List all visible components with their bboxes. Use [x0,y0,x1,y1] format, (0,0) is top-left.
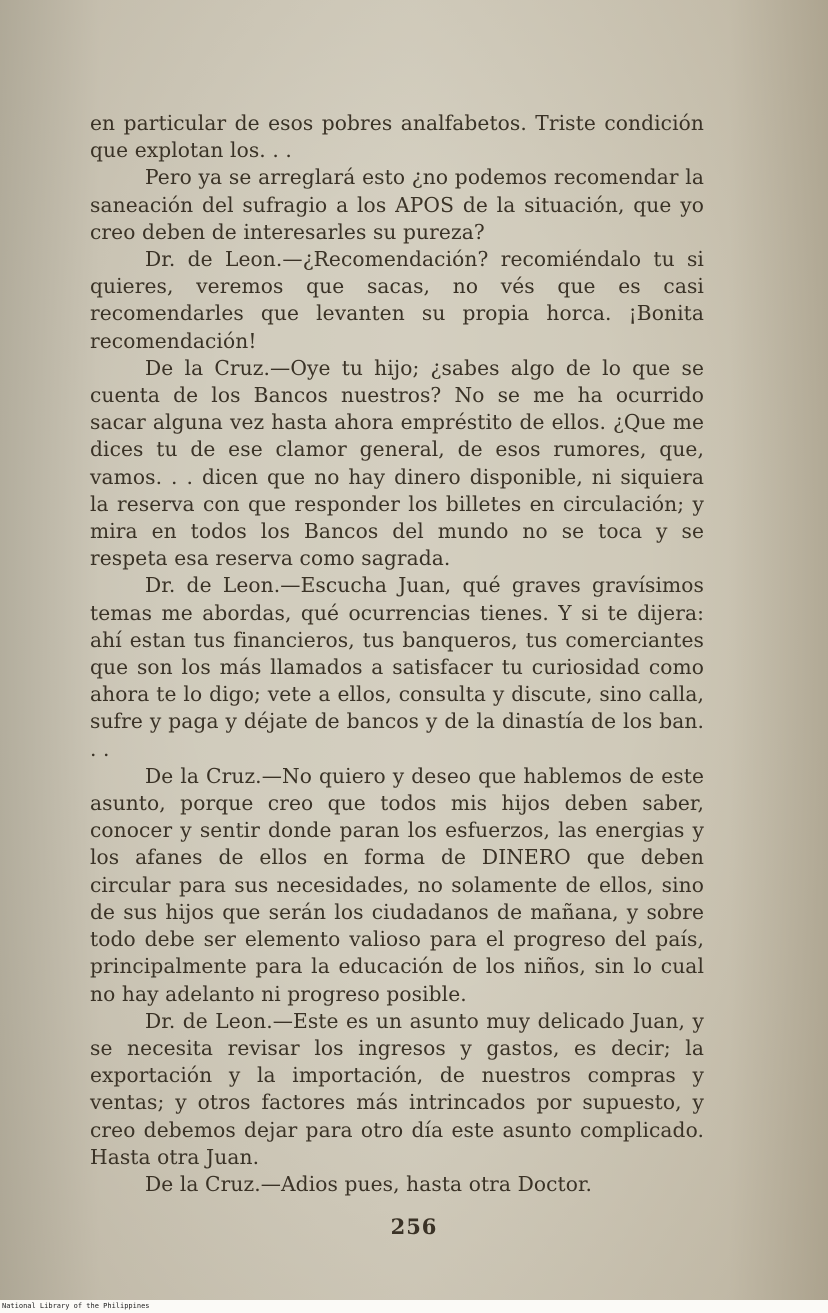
paragraph: De la Cruz.—No quiero y deseo que hablemos de este asunto, porque creo que todos mis hijos deben saber, conocer y sentir donde paran los esfuerzos, las energias y los afanes de ellos en forma de DINERO que deben circular para sus necesidades, no solamente de ellos, sino de sus hijos que serán los ciudadanos de mañana, y sobre todo debe ser elemento valioso para el progreso del país, principalmente para la educación de los niños, sin lo cual no hay adelanto ni progreso posible. [90,763,704,1006]
paragraph: Dr. de Leon.—Este es un asunto muy delicado Juan, y se necesita revisar los ingresos y gastos, es decir; la exportación y la importación, de nuestros compras y ventas; y otros factores más intrincados por supuesto, y creo debemos dejar para otro día este asunto complicado. Hasta otra Juan. [90,1008,704,1169]
page-number: 256 [390,1214,438,1239]
paragraph: en particular de esos pobres analfabetos. Triste condición que explotan los. . . [90,111,704,163]
paragraph: Dr. de Leon.—¿Recomendación? recomiéndalo tu si quieres, veremos que sacas, no vés que es casi recomendarles que levanten su propia horca. ¡Bonita recomendación! [90,247,704,353]
paragraph: Pero ya se arreglará esto ¿no podemos recomendar la saneación del sufragio a los APOS de la situación, que yo creo deben de interesarles su pureza? [90,165,704,244]
body-text [90,110,704,1198]
paragraph: De la Cruz.—Adios pues, hasta otra Doctor. [145,1171,593,1196]
paragraph: Dr. de Leon.—Escucha Juan, qué graves gravísimos temas me abordas, qué ocurrencias tienes. Y si te dijera: ahí estan tus financieros, tus banqueros, tus comerciantes que son los más llamados a satisfacer tu curiosidad como ahora te lo digo; vete a ellos, consulta y discute, sino calla, sufre y paga y déjate de bancos y de la dinastía de los ban. . . [90,573,704,761]
library-footer: National Library of the Philippines [2,1302,150,1310]
paragraph: De la Cruz.—Oye tu hijo; ¿sabes algo de lo que se cuenta de los Bancos nuestros? No se me ha ocurrido sacar alguna vez hasta ahora empréstito de ellos. ¿Que me dices tu de ese clamor general, de esos rumores, que, vamos. . . dicen que no hay dinero disponible, ni siquiera la reserva con que responder los billetes en circulación; y mira en todos los Bancos del mundo no se toca y se respeta esa reserva como sagrada. [90,355,704,571]
